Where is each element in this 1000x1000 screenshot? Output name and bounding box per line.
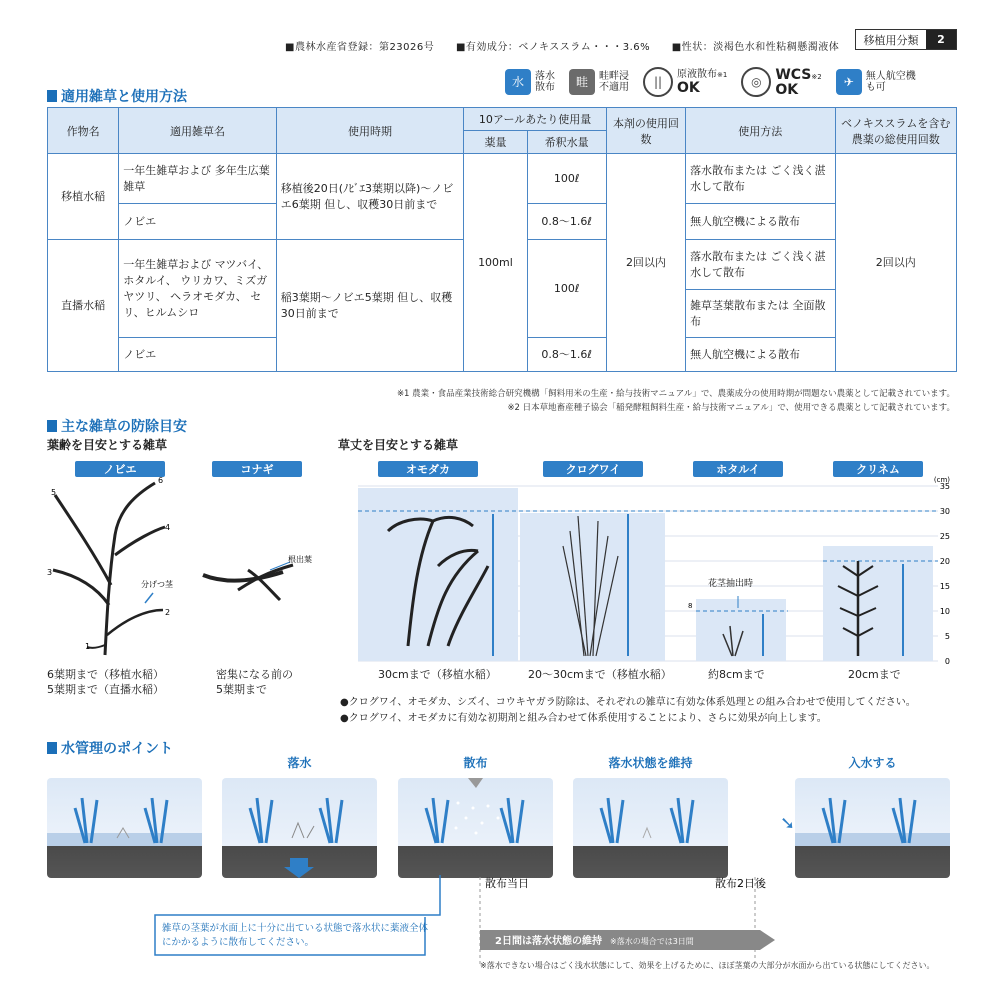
axis-tick-label: 15 <box>939 582 950 591</box>
count-cell: 2回以内 <box>606 154 685 372</box>
wcs-icon: ◎ <box>741 67 771 97</box>
leaf-mark: 4 <box>165 523 171 532</box>
col-per10a: 10アールあたり使用量 <box>464 108 606 131</box>
weed-cell: ノビエ <box>119 338 277 372</box>
time-cell: 稲3葉期～ノビエ5葉期 但し、収穫30日前まで <box>276 240 464 372</box>
crop-direct-seeding: 直播水稲 <box>48 240 119 372</box>
table-note-2: ※2 日本草地畜産種子協会「稲発酵粗飼料生産・給与技術マニュアル」で、使用できる農薬として記載されています。 <box>507 403 955 413</box>
weed-cell: 一年生雑草および 多年生広葉雑草 <box>119 154 277 204</box>
day2-label: 散布2日後 <box>715 877 766 890</box>
weed-tag-kurogwai: クログワイ <box>543 461 643 477</box>
nobie-caption <box>47 667 164 697</box>
feature-icon-drain <box>505 67 555 97</box>
category-label: 移植用分類 <box>863 33 919 47</box>
drone-icon: ✈ <box>836 69 862 95</box>
water-step-1 <box>47 778 202 878</box>
height-panel <box>338 460 958 680</box>
water-cell: 0.8～1.6ℓ <box>527 338 606 372</box>
water-step-5 <box>795 778 950 878</box>
registration-number: ■農林水産省登録：第23026号 <box>285 42 435 53</box>
note-bullet-2: ●クログワイ、オモダカに有効な初期剤と組み合わせて体系使用することにより、さらに効果が向上します。 <box>340 713 827 724</box>
caption-line: 6葉期まで（移植水稲） <box>47 668 164 681</box>
flower-stem-note: 花茎抽出時 <box>708 579 754 589</box>
spray-callout: 雑草の茎葉が水面上に十分に出ている状態で落水状に薬液全体にかかるように散布してください。 <box>162 923 429 948</box>
weed-tag-konagi: コナギ <box>212 461 302 477</box>
registration-meta <box>285 38 857 53</box>
leaf-mark: 3 <box>47 568 53 577</box>
weed-tag-kurinemu: クリネム <box>833 461 923 477</box>
leaf-age-title: 葉齢を目安とする雑草 <box>47 438 168 452</box>
duration-bar-note: ※落水の場合では3日間 <box>610 937 694 946</box>
leaf-mark: 5 <box>51 488 57 497</box>
amount-cell: 100ml <box>464 154 527 372</box>
feature-label: 無人航空機 <box>865 71 916 82</box>
levee-icon: 畦 <box>569 69 595 95</box>
method-cell: 落水散布または ごく浅く湛水して散布 <box>686 240 835 290</box>
feature-label: WCS <box>775 66 812 83</box>
feed-rice-icon: || <box>643 67 673 97</box>
note-bullet-1: ●クログワイ、オモダカ、シズイ、コウキヤガラ防除は、それぞれの雑草に有効な体系処理との組み合わせで使用してください。 <box>340 697 916 708</box>
caption-line: 5葉期まで（直播水稲） <box>47 683 164 696</box>
feature-label: 散布 <box>535 82 555 93</box>
konagi-caption <box>216 667 293 697</box>
feature-icon-levee <box>569 67 629 97</box>
total-cell: 2回以内 <box>835 154 956 372</box>
method-cell: 雑草茎葉散布または 全面散布 <box>686 290 835 338</box>
feature-icon-drone <box>836 67 916 97</box>
water-step-3 <box>398 778 553 878</box>
drain-spray-icon: 水 <box>505 69 531 95</box>
step-label: 落水 <box>287 756 312 770</box>
water-footnote: ※落水できない場合はごく浅水状態にして、効果を上げるために、ほぼ茎葉の大部分が水面から出ている状態にしてください。 <box>480 961 935 970</box>
hotarui-mark: 8 <box>688 602 693 610</box>
method-cell: 落水散布または ごく浅く湛水して散布 <box>686 154 835 204</box>
axis-tick-label: 20 <box>939 557 950 566</box>
weed-cell: 一年生雑草および マツバイ、ホタルイ、 ウリカワ、ミズガヤツリ、 ヘラオモダカ、 セリ、ヒルムシロ <box>119 240 277 338</box>
hotarui-caption: 約8cmまで <box>708 668 765 681</box>
feature-label: 原液散布 <box>677 69 717 80</box>
table-note-1: ※1 農業・食品産業技術総合研究機構「飼料用米の生産・給与技術マニュアル」で、農薬成分の使用時期が問題ない農薬として記載されています。 <box>396 389 955 399</box>
feature-note-ref: ※2 <box>811 72 822 81</box>
active-ingredient: ■有効成分：ベノキススラム・・・3.6% <box>455 42 651 53</box>
caption-line: 5葉期まで <box>216 683 267 696</box>
col-crop: 作物名 <box>48 108 119 154</box>
col-time: 使用時期 <box>276 108 464 154</box>
kurogwai-caption: 20～30cmまで（移植水稲） <box>528 668 672 681</box>
method-cell: 無人航空機による散布 <box>686 204 835 240</box>
height-title: 草丈を目安とする雑草 <box>338 438 459 452</box>
weed-tag-nobie: ノビエ <box>75 461 165 477</box>
section-title-weeds: 主な雑草の防除目安 <box>47 416 187 436</box>
day0-label: 散布当日 <box>485 877 529 890</box>
weed-tag-omodaka: オモダカ <box>378 461 478 477</box>
weed-cell: ノビエ <box>119 204 277 240</box>
section-title-water: 水管理のポイント <box>47 738 173 758</box>
axis-tick-label: 30 <box>939 507 950 516</box>
feature-label: 畦畔浸 <box>599 71 629 82</box>
axis-tick-label: 0 <box>944 657 950 666</box>
caption-line: 密集になる前の <box>216 668 293 681</box>
step-label: 落水状態を維持 <box>608 756 693 770</box>
weed-tag-hotarui: ホタルイ <box>693 461 783 477</box>
feature-icon-wcs <box>741 67 821 97</box>
feature-ok: OK <box>677 80 700 96</box>
col-count: 本剤の使用回数 <box>606 108 685 154</box>
kurinemu-caption: 20cmまで <box>848 668 901 681</box>
axis-tick-label: 35 <box>939 482 950 491</box>
col-total: ベノキススラムを含む農薬の総使用回数 <box>835 108 956 154</box>
usage-table <box>47 107 957 372</box>
category-tag <box>855 29 957 50</box>
duration-bar-text: 2日間は落水状態の維持 <box>495 936 602 947</box>
col-weed: 適用雑草名 <box>119 108 277 154</box>
water-cell: 100ℓ <box>527 240 606 338</box>
nobie-illustration <box>45 475 195 660</box>
water-cell: 0.8～1.6ℓ <box>527 204 606 240</box>
leaf-mark: 6 <box>158 476 164 485</box>
crop-transplant: 移植水稲 <box>48 154 119 240</box>
feature-note-ref: ※1 <box>717 71 728 79</box>
omodaka-caption: 30cmまで（移植水稲） <box>378 668 497 681</box>
height-chart <box>338 476 958 666</box>
section-title-usage: 適用雑草と使用方法 <box>47 86 187 106</box>
step-label: 散布 <box>463 756 488 770</box>
method-cell: 無人航空機による散布 <box>686 338 835 372</box>
feature-label: も可 <box>865 82 886 93</box>
feature-label: 不適用 <box>599 82 629 93</box>
axis-unit: (cm) <box>933 476 950 484</box>
col-water: 希釈水量 <box>527 131 606 154</box>
konagi-illustration <box>198 550 318 610</box>
water-in-arrow-icon: ➘ <box>780 813 796 834</box>
feature-icons <box>505 67 916 97</box>
feature-icon-feed-rice <box>643 67 727 97</box>
root-leaf-label: 根出葉 <box>288 555 312 564</box>
leaf-mark: 2 <box>165 608 171 617</box>
feature-label: 落水 <box>535 71 555 82</box>
col-method: 使用方法 <box>686 108 835 154</box>
water-cell: 100ℓ <box>527 154 606 204</box>
step-label: 入水する <box>848 756 897 770</box>
feature-ok: OK <box>775 81 799 98</box>
col-amount: 薬量 <box>464 131 527 154</box>
category-number: 2 <box>926 30 956 49</box>
tiller-label: 分げつ茎 <box>141 580 173 589</box>
time-cell: 移植後20日(ﾉﾋﾞｴ3葉期以降)～ノビエ6葉期 但し、収穫30日前まで <box>276 154 464 240</box>
axis-tick-label: 25 <box>939 532 950 541</box>
water-step-4 <box>573 778 728 878</box>
leaf-mark: 1 <box>85 642 91 651</box>
axis-tick-label: 10 <box>939 607 950 616</box>
formulation: ■性状：淡褐色水和性粘稠懸濁液体 <box>671 42 840 53</box>
axis-tick-label: 5 <box>944 632 950 641</box>
